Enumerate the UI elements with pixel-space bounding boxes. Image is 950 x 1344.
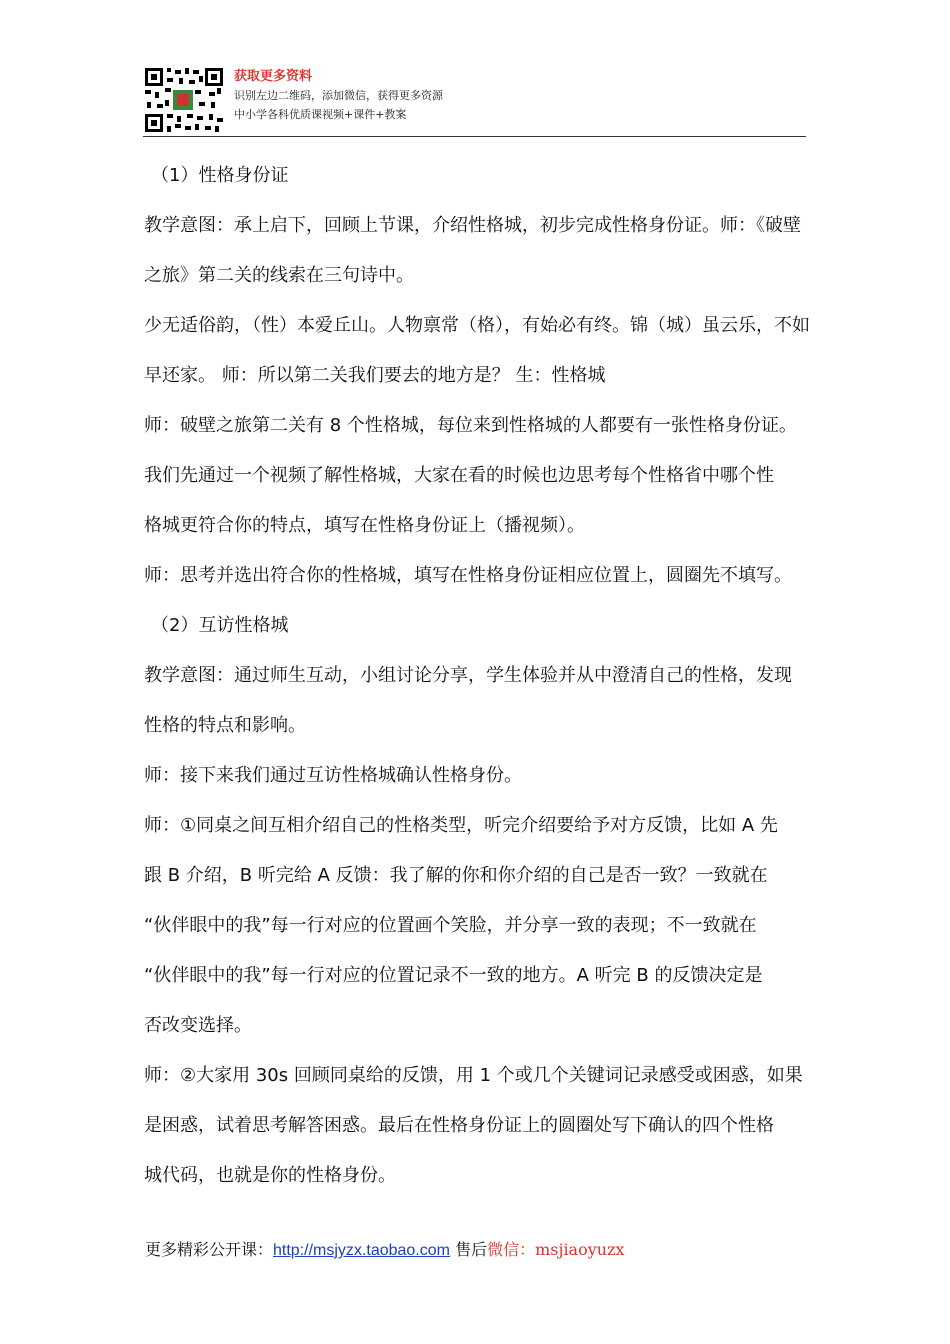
- paragraph-line: “伙伴眼中的我”每一行对应的位置记录不一致的地方。A 听完 B 的反馈决定是: [144, 965, 763, 986]
- paragraph-line: 之旅》第二关的线索在三句诗中。: [144, 265, 414, 286]
- paragraph-line: 教学意图：承上启下，回顾上节课，介绍性格城，初步完成性格身份证。师：《破壁: [144, 215, 801, 236]
- document-body: [144, 151, 812, 1201]
- paragraph-line: 师：思考并选出符合你的性格城，填写在性格身份证相应位置上，圆圈先不填写。: [144, 565, 792, 586]
- paragraph-line: “伙伴眼中的我”每一行对应的位置画个笑脸，并分享一致的表现；不一致就在: [144, 915, 757, 936]
- brand-title: 获取更多资料: [234, 69, 313, 84]
- paragraph-line: 师：破壁之旅第二关有 8 个性格城，每位来到性格城的人都要有一张性格身份证。: [144, 415, 797, 436]
- section-heading: （1）性格身份证: [151, 165, 289, 186]
- footer-prefix: 更多精彩公开课：: [145, 1240, 274, 1259]
- header-divider: [143, 136, 806, 137]
- paragraph-line: 早还家。 师：所以第二关我们要去的地方是？ 生：性格城: [144, 365, 606, 386]
- paragraph-line: 否改变选择。: [144, 1015, 252, 1036]
- paragraph-line: 是困惑，试着思考解答困惑。最后在性格身份证上的圆圈处写下确认的四个性格: [144, 1115, 774, 1136]
- footer-link[interactable]: http://msjyzx.taobao.com: [273, 1242, 450, 1259]
- paragraph-line: 格城更符合你的特点，填写在性格身份证上（播视频）。: [144, 515, 585, 536]
- paragraph-line: 跟 B 介绍，B 听完给 A 反馈：我了解的你和你介绍的自己是否一致？一致就在: [144, 865, 768, 886]
- qr-code-image: [143, 66, 225, 134]
- paragraph-line: 性格的特点和影响。: [144, 715, 306, 736]
- header-text: [234, 68, 443, 124]
- paragraph-line: 师：②大家用 30s 回顾同桌给的反馈，用 1 个或几个关键词记录感受或困惑，如果: [144, 1065, 803, 1086]
- footer-after-sales: 售后: [449, 1240, 488, 1259]
- paragraph-line: 师：①同桌之间互相介绍自己的性格类型，听完介绍要给予对方反馈，比如 A 先: [144, 815, 778, 836]
- header-line-1: 识别左边二维码，添加微信，获得更多资源: [234, 89, 443, 102]
- footer-wechat-id: msjiaoyuzx: [535, 1240, 625, 1259]
- paragraph-line: 教学意图：通过师生互动，小组讨论分享，学生体验并从中澄清自己的性格，发现: [144, 665, 792, 686]
- footer-wechat-label: 微信：: [487, 1240, 536, 1259]
- paragraph-line: 少无适俗韵，（性）本爱丘山。人物禀常（格），有始必有终。锦（城）虽云乐，不如: [144, 315, 810, 336]
- section-heading: （2）互访性格城: [151, 615, 289, 636]
- header-line-2: 中小学各科优质课视频+课件+教案: [234, 108, 407, 121]
- paragraph-line: 城代码，也就是你的性格身份。: [144, 1165, 396, 1186]
- paragraph-line: 师：接下来我们通过互访性格城确认性格身份。: [144, 765, 522, 786]
- page-header: [143, 66, 806, 138]
- page-footer: [145, 1237, 625, 1260]
- paragraph-line: 我们先通过一个视频了解性格城，大家在看的时候也边思考每个性格省中哪个性: [144, 465, 774, 486]
